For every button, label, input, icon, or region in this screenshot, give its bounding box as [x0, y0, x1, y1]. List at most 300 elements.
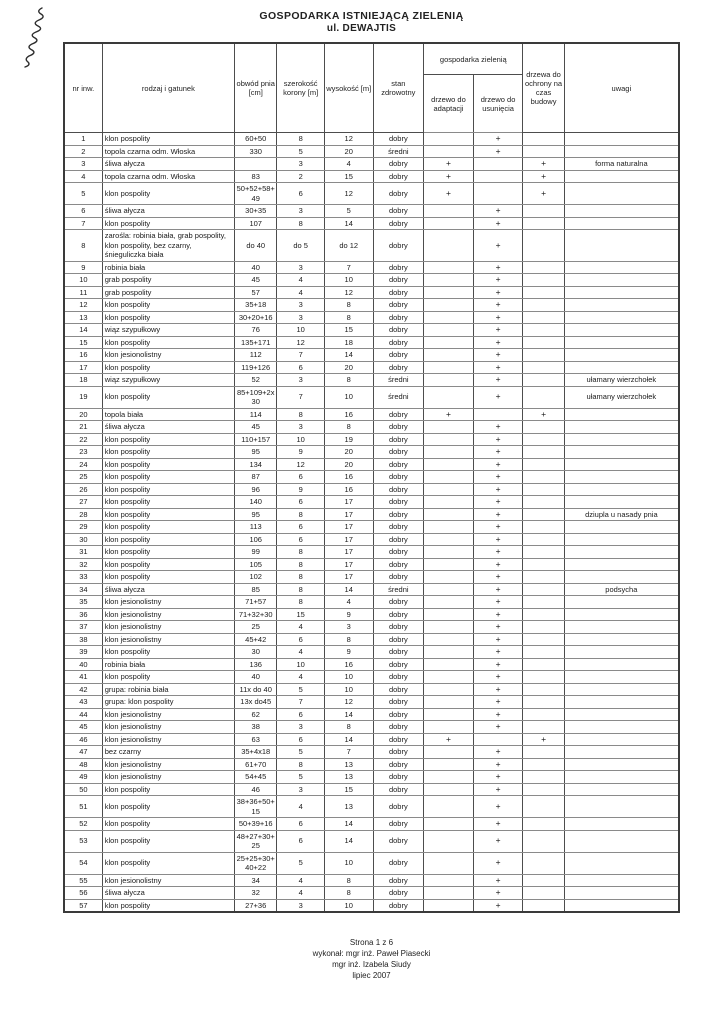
cell-remove: +: [473, 830, 523, 852]
cell-protect: [523, 596, 564, 609]
cell-remarks: ułamany wierzchołek: [564, 386, 679, 408]
cell-crown: 4: [277, 274, 325, 287]
cell-crown: 8: [277, 583, 325, 596]
cell-remarks: [564, 336, 679, 349]
cell-crown: 2: [277, 170, 325, 183]
header-obwod-pnia: obwód pnia [cm]: [235, 43, 277, 133]
cell-protect: [523, 852, 564, 874]
cell-species: robinia biała: [102, 658, 234, 671]
cell-remarks: [564, 852, 679, 874]
cell-crown: 4: [277, 671, 325, 684]
cell-cond: dobry: [373, 217, 424, 230]
cell-remove: +: [473, 621, 523, 634]
cell-protect: [523, 796, 564, 818]
cell-crown: 4: [277, 646, 325, 659]
cell-nr: 45: [64, 721, 102, 734]
cell-nr: 55: [64, 874, 102, 887]
cell-species: klon pospolity: [102, 471, 234, 484]
cell-species: klon pospolity: [102, 336, 234, 349]
cell-girth: 30: [235, 646, 277, 659]
cell-species: bez czarny: [102, 746, 234, 759]
cell-adapt: [424, 274, 474, 287]
cell-protect: [523, 671, 564, 684]
cell-height: 13: [324, 758, 373, 771]
cell-species: klon pospolity: [102, 852, 234, 874]
cell-remarks: [564, 771, 679, 784]
cell-crown: 8: [277, 408, 325, 421]
cell-cond: dobry: [373, 408, 424, 421]
cell-adapt: [424, 483, 474, 496]
cell-adapt: [424, 311, 474, 324]
cell-species: klon jesionolistny: [102, 633, 234, 646]
cell-height: 15: [324, 170, 373, 183]
cell-height: 7: [324, 261, 373, 274]
cell-nr: 16: [64, 349, 102, 362]
cell-adapt: +: [424, 183, 474, 205]
cell-protect: [523, 286, 564, 299]
cell-adapt: [424, 818, 474, 831]
cell-protect: [523, 683, 564, 696]
cell-cond: dobry: [373, 852, 424, 874]
cell-adapt: [424, 621, 474, 634]
cell-adapt: +: [424, 408, 474, 421]
table-row: [64, 145, 679, 158]
cell-girth: 52: [235, 374, 277, 387]
cell-height: 16: [324, 408, 373, 421]
cell-crown: 5: [277, 852, 325, 874]
cell-height: 20: [324, 446, 373, 459]
cell-height: 8: [324, 874, 373, 887]
cell-cond: dobry: [373, 349, 424, 362]
cell-crown: 4: [277, 874, 325, 887]
cell-adapt: [424, 286, 474, 299]
cell-protect: [523, 217, 564, 230]
cell-protect: [523, 274, 564, 287]
cell-adapt: [424, 299, 474, 312]
cell-protect: [523, 311, 564, 324]
cell-height: 8: [324, 887, 373, 900]
tree-inventory-table: [63, 42, 680, 913]
cell-cond: średni: [373, 145, 424, 158]
cell-remarks: [564, 818, 679, 831]
cell-nr: 20: [64, 408, 102, 421]
cell-cond: dobry: [373, 746, 424, 759]
cell-girth: 113: [235, 521, 277, 534]
cell-cond: dobry: [373, 533, 424, 546]
cell-remove: +: [473, 818, 523, 831]
cell-crown: 7: [277, 386, 325, 408]
cell-girth: 50+39+16: [235, 818, 277, 831]
cell-protect: [523, 145, 564, 158]
cell-adapt: [424, 633, 474, 646]
cell-crown: 6: [277, 830, 325, 852]
cell-girth: 57: [235, 286, 277, 299]
cell-remarks: [564, 421, 679, 434]
cell-cond: dobry: [373, 721, 424, 734]
cell-remarks: [564, 533, 679, 546]
cell-nr: 46: [64, 733, 102, 746]
cell-protect: [523, 696, 564, 709]
cell-remove: +: [473, 205, 523, 218]
table-row: [64, 796, 679, 818]
cell-cond: dobry: [373, 771, 424, 784]
cell-species: zarośla: robinia biała, grab pospolity, klon pospolity, bez czarny, śnieguliczka biała: [102, 230, 234, 262]
title-line-2: ul. DEWAJTIS: [326, 23, 397, 34]
cell-nr: 11: [64, 286, 102, 299]
cell-remarks: [564, 671, 679, 684]
cell-cond: dobry: [373, 546, 424, 559]
cell-remarks: [564, 458, 679, 471]
table-row: [64, 521, 679, 534]
cell-height: 12: [324, 133, 373, 146]
cell-remove: +: [473, 521, 523, 534]
cell-species: grupa: klon pospolity: [102, 696, 234, 709]
cell-crown: 15: [277, 608, 325, 621]
cell-remove: +: [473, 658, 523, 671]
cell-protect: [523, 608, 564, 621]
cell-species: wiąz szypułkowy: [102, 374, 234, 387]
table-row: [64, 608, 679, 621]
cell-remove: +: [473, 374, 523, 387]
cell-crown: 6: [277, 496, 325, 509]
cell-girth: 38: [235, 721, 277, 734]
cell-girth: 40: [235, 261, 277, 274]
cell-cond: dobry: [373, 683, 424, 696]
cell-remove: +: [473, 336, 523, 349]
cell-height: 7: [324, 746, 373, 759]
cell-crown: 12: [277, 458, 325, 471]
cell-height: 17: [324, 521, 373, 534]
table-row: [64, 374, 679, 387]
cell-protect: [523, 230, 564, 262]
cell-crown: 6: [277, 633, 325, 646]
table-row: [64, 230, 679, 262]
cell-remove: [473, 183, 523, 205]
cell-height: 8: [324, 721, 373, 734]
table-row: [64, 658, 679, 671]
cell-adapt: [424, 446, 474, 459]
cell-protect: [523, 758, 564, 771]
cell-remarks: [564, 633, 679, 646]
cell-species: klon jesionolistny: [102, 733, 234, 746]
cell-girth: 95: [235, 446, 277, 459]
cell-nr: 30: [64, 533, 102, 546]
cell-remove: +: [473, 299, 523, 312]
cell-nr: 52: [64, 818, 102, 831]
cell-height: 10: [324, 683, 373, 696]
cell-species: klon pospolity: [102, 508, 234, 521]
header-wysokosc: wysokość [m]: [324, 43, 373, 133]
cell-crown: 3: [277, 261, 325, 274]
cell-remove: +: [473, 608, 523, 621]
cell-remarks: [564, 783, 679, 796]
cell-adapt: [424, 533, 474, 546]
cell-girth: 32: [235, 887, 277, 900]
cell-nr: 27: [64, 496, 102, 509]
cell-remove: +: [473, 646, 523, 659]
cell-species: klon pospolity: [102, 483, 234, 496]
table-row: [64, 746, 679, 759]
cell-height: 20: [324, 145, 373, 158]
cell-girth: 135+171: [235, 336, 277, 349]
cell-protect: [523, 633, 564, 646]
cell-remarks: [564, 361, 679, 374]
cell-nr: 12: [64, 299, 102, 312]
cell-crown: 5: [277, 771, 325, 784]
cell-girth: [235, 158, 277, 171]
cell-nr: 13: [64, 311, 102, 324]
cell-remove: +: [473, 533, 523, 546]
cell-girth: 102: [235, 571, 277, 584]
table-row: [64, 446, 679, 459]
cell-remarks: ułamany wierzchołek: [564, 374, 679, 387]
cell-adapt: [424, 374, 474, 387]
cell-height: 14: [324, 733, 373, 746]
cell-remove: +: [473, 546, 523, 559]
cell-height: 10: [324, 671, 373, 684]
cell-crown: 8: [277, 758, 325, 771]
cell-remarks: [564, 205, 679, 218]
cell-remarks: [564, 796, 679, 818]
cell-protect: [523, 261, 564, 274]
cell-remarks: [564, 349, 679, 362]
cell-remove: [473, 733, 523, 746]
cell-species: śliwa ałycza: [102, 887, 234, 900]
cell-species: klon pospolity: [102, 671, 234, 684]
cell-remarks: [564, 683, 679, 696]
cell-nr: 48: [64, 758, 102, 771]
cell-remarks: [564, 658, 679, 671]
cell-remove: +: [473, 274, 523, 287]
cell-remarks: [564, 230, 679, 262]
cell-adapt: [424, 708, 474, 721]
cell-protect: [523, 483, 564, 496]
cell-girth: 54+45: [235, 771, 277, 784]
cell-remarks: [564, 733, 679, 746]
cell-height: 10: [324, 386, 373, 408]
cell-species: klon jesionolistny: [102, 596, 234, 609]
cell-nr: 17: [64, 361, 102, 374]
cell-remove: [473, 170, 523, 183]
table-row: [64, 217, 679, 230]
cell-cond: dobry: [373, 758, 424, 771]
cell-protect: [523, 496, 564, 509]
cell-remarks: [564, 311, 679, 324]
cell-nr: 15: [64, 336, 102, 349]
cell-protect: [523, 887, 564, 900]
cell-species: klon jesionolistny: [102, 349, 234, 362]
cell-remove: +: [473, 496, 523, 509]
cell-crown: 6: [277, 521, 325, 534]
cell-remove: +: [473, 230, 523, 262]
cell-cond: średni: [373, 583, 424, 596]
cell-crown: 3: [277, 205, 325, 218]
cell-remove: +: [473, 433, 523, 446]
cell-remove: [473, 408, 523, 421]
cell-cond: dobry: [373, 458, 424, 471]
footer-author-1: wykonał: mgr inż. Paweł Piasecki: [312, 949, 431, 958]
cell-remarks: [564, 261, 679, 274]
table-row: [64, 899, 679, 912]
cell-protect: [523, 558, 564, 571]
cell-cond: dobry: [373, 508, 424, 521]
cell-height: 3: [324, 621, 373, 634]
table-row: [64, 696, 679, 709]
cell-height: 15: [324, 324, 373, 337]
cell-crown: 4: [277, 887, 325, 900]
cell-species: klon pospolity: [102, 558, 234, 571]
table-row: [64, 558, 679, 571]
cell-species: śliwa ałycza: [102, 205, 234, 218]
cell-girth: 50+52+58+49: [235, 183, 277, 205]
cell-remove: +: [473, 145, 523, 158]
cell-height: 17: [324, 496, 373, 509]
cell-adapt: [424, 874, 474, 887]
table-row: [64, 386, 679, 408]
cell-adapt: [424, 133, 474, 146]
cell-crown: 3: [277, 783, 325, 796]
cell-remarks: dziupla u nasady pnia: [564, 508, 679, 521]
cell-cond: dobry: [373, 608, 424, 621]
cell-remarks: [564, 483, 679, 496]
cell-remove: +: [473, 217, 523, 230]
cell-remove: +: [473, 696, 523, 709]
cell-species: topola czarna odm. Włoska: [102, 170, 234, 183]
cell-crown: 6: [277, 733, 325, 746]
cell-crown: 7: [277, 349, 325, 362]
cell-species: klon jesionolistny: [102, 721, 234, 734]
cell-nr: 56: [64, 887, 102, 900]
header-szerokosc-korony: szerokość korony [m]: [277, 43, 325, 133]
cell-protect: [523, 533, 564, 546]
table-row: [64, 408, 679, 421]
cell-crown: 6: [277, 818, 325, 831]
cell-species: klon jesionolistny: [102, 758, 234, 771]
cell-remove: +: [473, 471, 523, 484]
cell-crown: 9: [277, 483, 325, 496]
table-row: [64, 311, 679, 324]
cell-protect: [523, 899, 564, 912]
cell-cond: dobry: [373, 621, 424, 634]
cell-protect: [523, 818, 564, 831]
cell-crown: 3: [277, 311, 325, 324]
cell-girth: 119+126: [235, 361, 277, 374]
cell-girth: 48+27+30+25: [235, 830, 277, 852]
cell-protect: [523, 746, 564, 759]
cell-nr: 41: [64, 671, 102, 684]
cell-species: klon pospolity: [102, 521, 234, 534]
cell-remarks: [564, 433, 679, 446]
cell-girth: 83: [235, 170, 277, 183]
table-row: [64, 758, 679, 771]
cell-species: klon pospolity: [102, 818, 234, 831]
table-row: [64, 533, 679, 546]
cell-adapt: [424, 521, 474, 534]
cell-remove: +: [473, 887, 523, 900]
cell-species: klon pospolity: [102, 386, 234, 408]
cell-adapt: [424, 771, 474, 784]
cell-protect: +: [523, 158, 564, 171]
cell-adapt: [424, 571, 474, 584]
cell-cond: dobry: [373, 471, 424, 484]
cell-adapt: [424, 758, 474, 771]
cell-remarks: [564, 446, 679, 459]
cell-girth: 38+36+50+15: [235, 796, 277, 818]
cell-remove: +: [473, 633, 523, 646]
cell-remarks: [564, 145, 679, 158]
cell-cond: dobry: [373, 361, 424, 374]
table-row: [64, 483, 679, 496]
cell-adapt: [424, 433, 474, 446]
cell-remarks: [564, 299, 679, 312]
document-title: [0, 10, 723, 34]
cell-girth: 106: [235, 533, 277, 546]
cell-cond: dobry: [373, 696, 424, 709]
cell-girth: 45: [235, 274, 277, 287]
cell-crown: 8: [277, 508, 325, 521]
cell-height: 8: [324, 421, 373, 434]
cell-adapt: [424, 471, 474, 484]
cell-girth: 35+4x18: [235, 746, 277, 759]
cell-remarks: [564, 183, 679, 205]
cell-remarks: [564, 646, 679, 659]
cell-species: grab pospolity: [102, 286, 234, 299]
cell-nr: 37: [64, 621, 102, 634]
cell-protect: [523, 546, 564, 559]
cell-crown: 4: [277, 796, 325, 818]
table-row: [64, 708, 679, 721]
table-row: [64, 571, 679, 584]
cell-crown: 5: [277, 746, 325, 759]
cell-remarks: [564, 324, 679, 337]
cell-girth: 76: [235, 324, 277, 337]
cell-remarks: [564, 758, 679, 771]
cell-protect: [523, 508, 564, 521]
table-row: [64, 261, 679, 274]
cell-cond: dobry: [373, 899, 424, 912]
cell-girth: 30+35: [235, 205, 277, 218]
cell-remarks: [564, 546, 679, 559]
cell-nr: 4: [64, 170, 102, 183]
cell-adapt: [424, 596, 474, 609]
table-row: [64, 496, 679, 509]
cell-species: klon pospolity: [102, 783, 234, 796]
cell-nr: 23: [64, 446, 102, 459]
cell-adapt: [424, 671, 474, 684]
page-number: Strona 1 z 6: [349, 938, 394, 947]
cell-nr: 42: [64, 683, 102, 696]
cell-girth: 45: [235, 421, 277, 434]
cell-nr: 51: [64, 796, 102, 818]
cell-nr: 57: [64, 899, 102, 912]
table-row: [64, 874, 679, 887]
footer-author-2: mgr inż. Izabela Siudy: [332, 960, 411, 969]
cell-adapt: [424, 205, 474, 218]
cell-protect: +: [523, 408, 564, 421]
cell-species: topola czarna odm. Włoska: [102, 145, 234, 158]
table-row: [64, 286, 679, 299]
cell-crown: 10: [277, 433, 325, 446]
cell-crown: 3: [277, 158, 325, 171]
cell-height: 17: [324, 558, 373, 571]
cell-girth: 107: [235, 217, 277, 230]
cell-remove: +: [473, 721, 523, 734]
table-row: [64, 633, 679, 646]
cell-nr: 2: [64, 145, 102, 158]
cell-adapt: [424, 361, 474, 374]
cell-adapt: [424, 830, 474, 852]
cell-crown: 8: [277, 596, 325, 609]
